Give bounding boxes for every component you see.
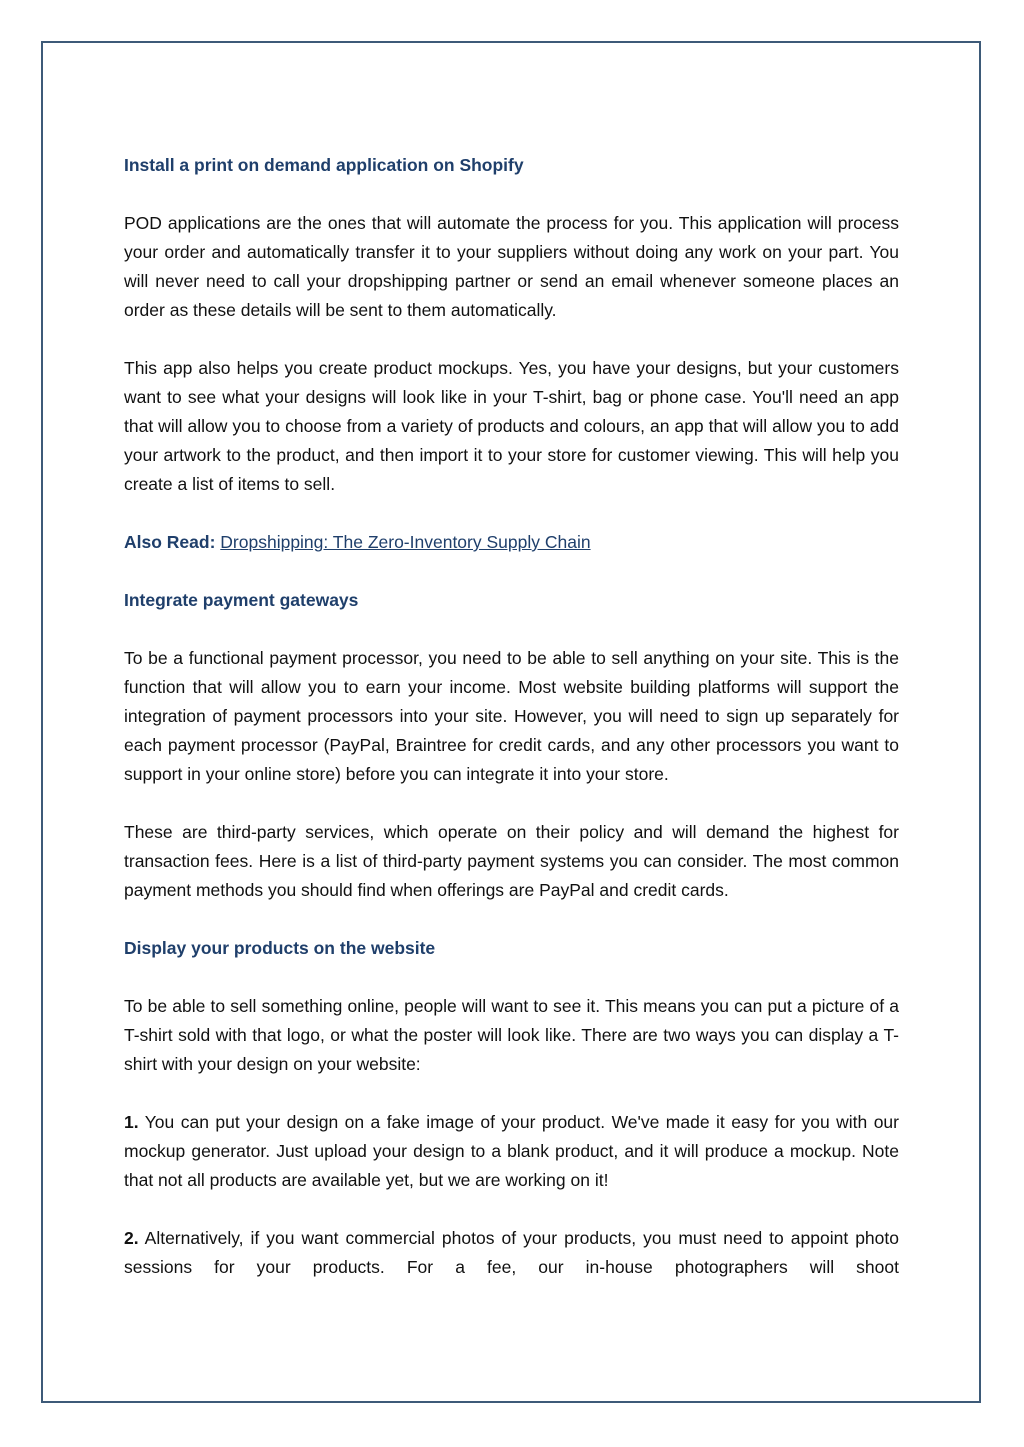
- paragraph-payment-processor: To be a functional payment processor, you need to be able to sell anything on your site. This is the function that will allow you to earn your income. Most website building platforms will support the integration of payment processors into your site. However, you will need to sign up separately for each payment processor (PayPal, Braintree for credit cards, and any other processors you want to support in your online store) before you can integrate it into your store.: [124, 648, 899, 784]
- list-item-text: Alternatively, if you want commercial photos of your products, you must need to appoint photo sessions for your products. For a fee, our in-house photographers will shoot: [124, 1228, 899, 1277]
- heading-install-pod-app: Install a print on demand application on Shopify: [124, 155, 524, 175]
- list-item-1: [124, 1108, 899, 1195]
- paragraph-third-party-services: These are third-party services, which operate on their policy and will demand the highest for transaction fees. Here is a list of third-party payment systems you can consider. The most common payment methods you should find when offerings are PayPal and credit cards.: [124, 822, 899, 900]
- list-item-2: [124, 1224, 899, 1282]
- paragraph-display-intro: To be able to sell something online, people will want to see it. This means you can put a picture of a T-shirt sold with that logo, or what the poster will look like. There are two ways you can display a T-shirt with your design on your website:: [124, 996, 899, 1074]
- list-item-number: 2.: [124, 1228, 139, 1248]
- list-item-text: You can put your design on a fake image of your product. We've made it easy for you with our mockup generator. Just upload your design to a blank product, and it will produce a mockup. Note that not all products are available yet, but we are working on it!: [124, 1112, 899, 1190]
- also-read-label: Also Read:: [124, 532, 216, 552]
- paragraph-product-mockups: This app also helps you create product mockups. Yes, you have your designs, but your customers want to see what your designs will look like in your T-shirt, bag or phone case. You'll need an app that will allow you to choose from a variety of products and colours, an app that will allow you to add your artwork to the product, and then import it to your store for customer viewing. This will help you create a list of items to sell.: [124, 358, 899, 494]
- list-item-number: 1.: [124, 1112, 139, 1132]
- paragraph-pod-apps: POD applications are the ones that will automate the process for you. This application will process your order and automatically transfer it to your suppliers without doing any work on your part. You will never need to call your dropshipping partner or send an email whenever someone places an order as these details will be sent to them automatically.: [124, 213, 899, 320]
- also-read: [124, 528, 899, 557]
- document-body: [124, 151, 899, 1282]
- also-read-link[interactable]: Dropshipping: The Zero-Inventory Supply Chain: [220, 532, 591, 552]
- heading-payment-gateways: Integrate payment gateways: [124, 590, 359, 610]
- heading-display-products: Display your products on the website: [124, 938, 436, 958]
